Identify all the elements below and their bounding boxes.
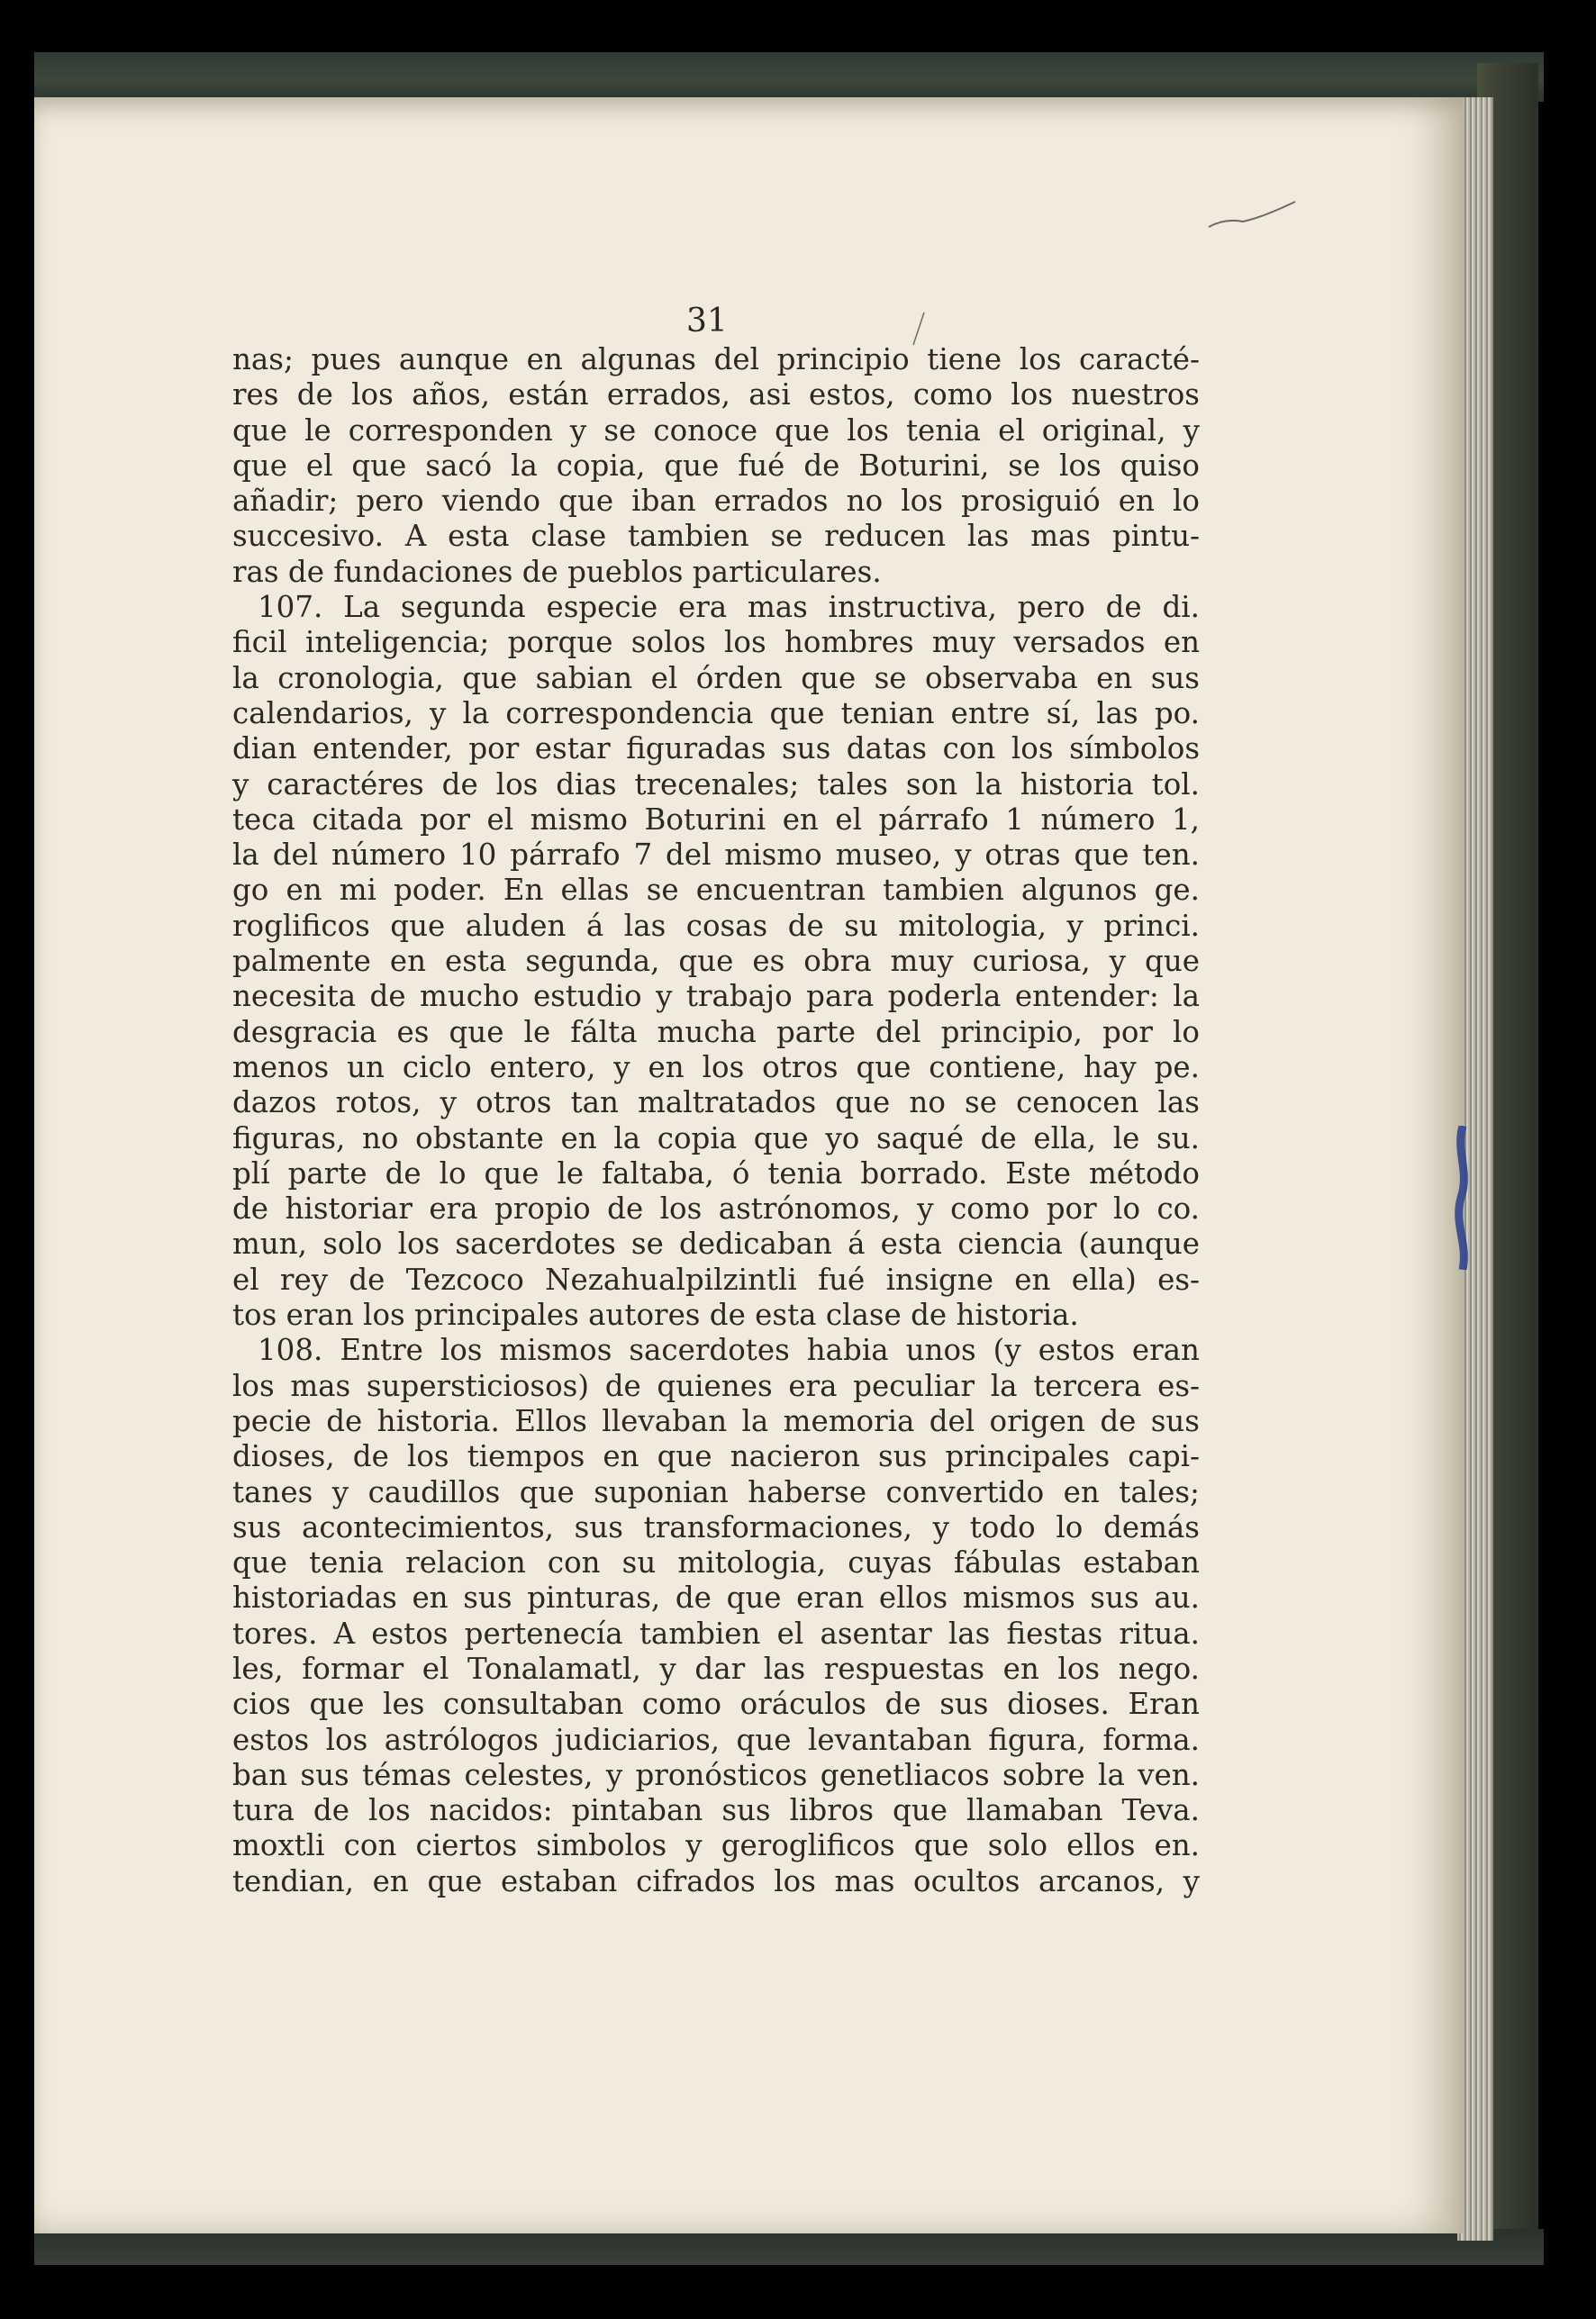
paragraph-108-start: 108. Entre los mismos sacerdotes habia unos (y estos eran [258, 1333, 1200, 1368]
text-line: el rey de Tezcoco Nezahualpilzintli fué insigne en ella) es- [232, 1262, 1200, 1297]
text-line: y caractéres de los dias trecenales; tales son la historia tol. [232, 766, 1200, 802]
book-cover-top-edge [34, 52, 1544, 102]
text-line: res de los años, están errados, asi estos, como los nuestros [232, 377, 1200, 412]
text-line: sus acontecimientos, sus transformaciones, y todo lo demás [232, 1509, 1200, 1544]
text-line: mun, solo los sacerdotes se dedicaban á esta ciencia (aunque [232, 1227, 1200, 1262]
text-line: dioses, de los tiempos en que nacieron sus principales capi- [232, 1439, 1200, 1474]
text-line: la cronologia, que sabian el órden que se observaba en sus [232, 660, 1200, 695]
text-line: añadir; pero viendo que iban errados no los prosiguió en lo [232, 484, 1200, 519]
text-line: que tenia relacion con su mitologia, cuyas fábulas estaban [232, 1545, 1200, 1581]
text-line: teca citada por el mismo Boturini en el párrafo 1 número 1, [232, 802, 1200, 837]
text-line: historiadas en sus pinturas, de que eran ellos mismos sus au. [232, 1581, 1200, 1616]
text-line: la del número 10 párrafo 7 del mismo museo, y otras que ten. [232, 838, 1200, 873]
text-line: que el que sacó la copia, que fué de Boturini, se los quiso [232, 448, 1200, 483]
text-line: succesivo. A esta clase tambien se reducen las mas pintu- [232, 519, 1200, 554]
text-line: menos un ciclo entero, y en los otros que contiene, hay pe. [232, 1049, 1200, 1084]
text-line: pecie de historia. Ellos llevaban la memoria del origen de sus [232, 1403, 1200, 1438]
pencil-mark-icon [1207, 200, 1297, 231]
text-line: dian entender, por estar figuradas sus datas con los símbolos [232, 731, 1200, 766]
text-line: figuras, no obstante en la copia que yo saqué de ella, le su. [232, 1120, 1200, 1155]
text-line: tanes y caudillos que suponian haberse convertido en tales; [232, 1474, 1200, 1509]
text-line: moxtli con ciertos simbolos y geroglificos que solo ellos en. [232, 1828, 1200, 1863]
text-line: ras de fundaciones de pueblos particulares. [232, 554, 882, 589]
body-text [232, 342, 1200, 1899]
text-line: tos eran los principales autores de esta clase de historia. [232, 1298, 1079, 1333]
book-cover-bottom-edge [34, 2229, 1544, 2265]
text-line: los mas supersticiosos) de quienes era peculiar la tercera es- [232, 1368, 1200, 1403]
paragraph-107-start: 107. La segunda especie era mas instructiva, pero de di. [258, 590, 1200, 625]
page-number: 31 [686, 303, 728, 340]
text-line: dazos rotos, y otros tan maltratados que no se cenocen las [232, 1085, 1200, 1120]
blue-ink-stain [1452, 1126, 1474, 1270]
text-line: roglificos que aluden á las cosas de su mitologia, y princi. [232, 908, 1200, 943]
text-line: tura de los nacidos: pintaban sus libros que llamaban Teva. [232, 1793, 1200, 1828]
text-line: que le corresponden y se conoce que los tenia el original, y [232, 412, 1200, 448]
text-line: ficil inteligencia; porque solos los hombres muy versados en [232, 625, 1200, 660]
text-line: tendian, en que estaban cifrados los mas ocultos arcanos, y [232, 1863, 1200, 1898]
text-line: ban sus témas celestes, y pronósticos genetliacos sobre la ven. [232, 1757, 1200, 1792]
text-line: nas; pues aunque en algunas del principio tiene los caracté- [232, 342, 1200, 376]
text-line: calendarios, y la correspondencia que tenian entre sí, las po. [232, 695, 1200, 730]
text-line: estos los astrólogos judiciarios, que levantaban figura, forma. [232, 1722, 1200, 1757]
text-line: desgracia es que le fálta mucha parte del principio, por lo [232, 1014, 1200, 1049]
text-line: go en mi poder. En ellas se encuentran tambien algunos ge. [232, 873, 1200, 908]
text-line: cios que les consultaban como oráculos de sus dioses. Eran [232, 1687, 1200, 1722]
text-line: de historiar era propio de los astrónomos, y como por lo co. [232, 1191, 1200, 1227]
text-line: les, formar el Tonalamatl, y dar las respuestas en los nego. [232, 1651, 1200, 1686]
text-line: palmente en esta segunda, que es obra muy curiosa, y que [232, 944, 1200, 979]
text-line: plí parte de lo que le faltaba, ó tenia borrado. Este método [232, 1155, 1200, 1191]
text-line: tores. A estos pertenecía tambien el asentar las fiestas ritua. [232, 1616, 1200, 1651]
text-line: necesita de mucho estudio y trabajo para poderla entender: la [232, 979, 1200, 1014]
tick-mark-icon [910, 311, 928, 347]
